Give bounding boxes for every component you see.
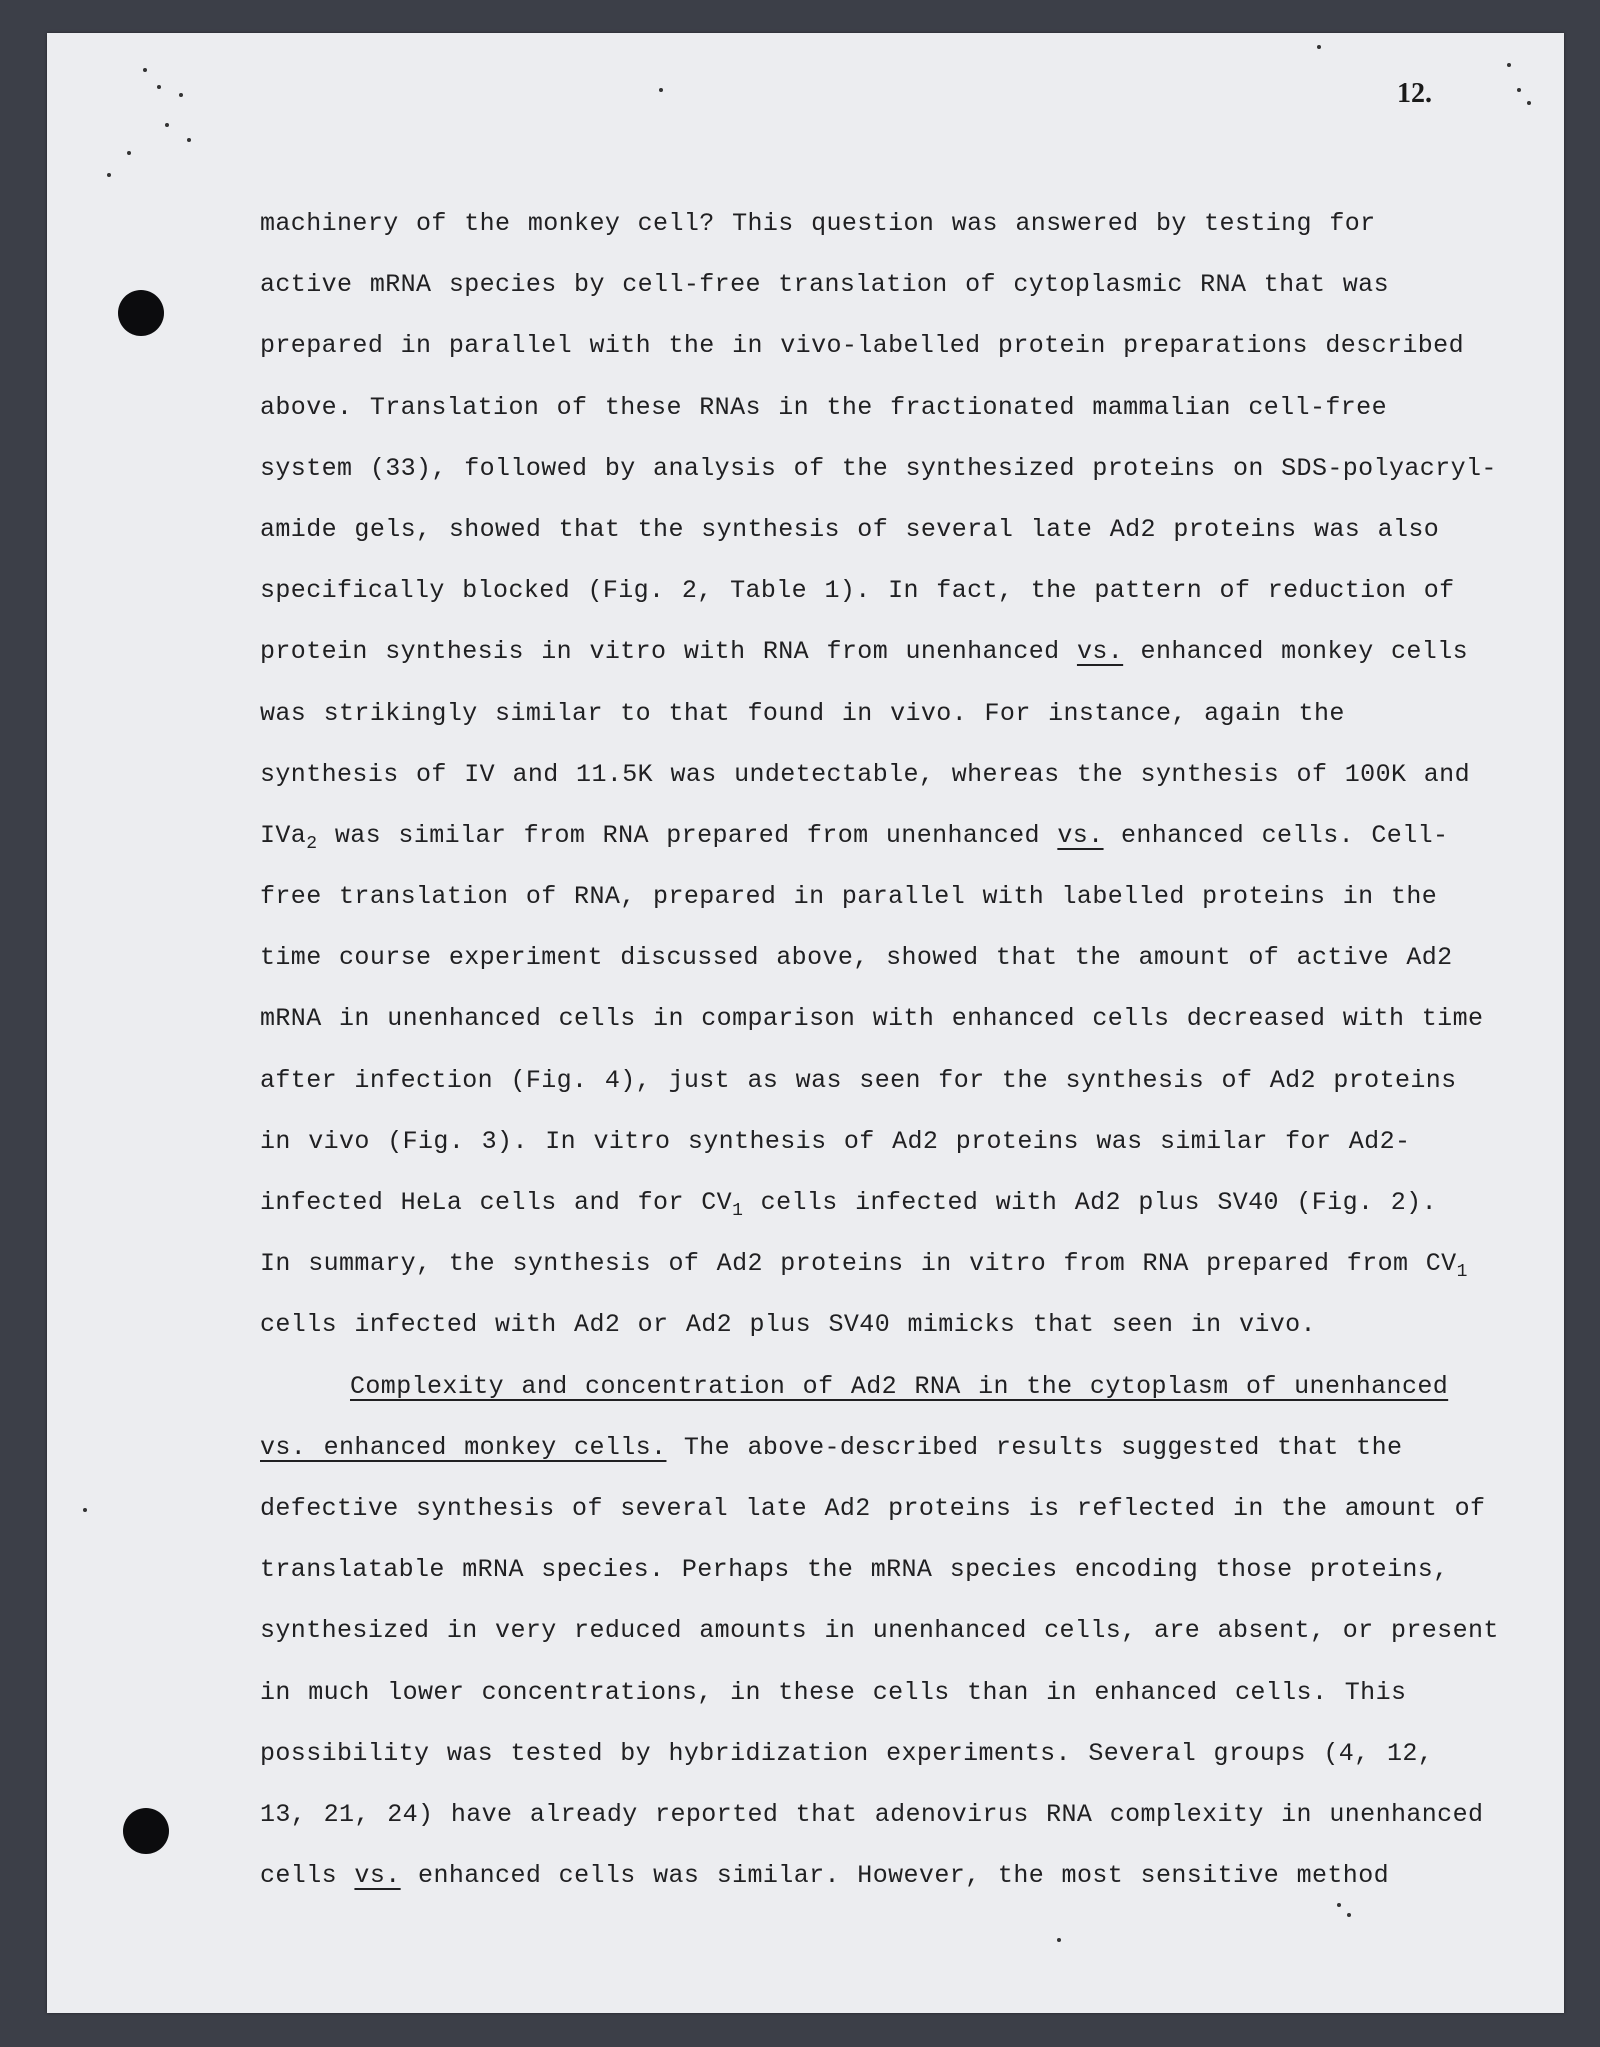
text-line: synthesis of IV and 11.5K was undetectable, whereas the synthesis of 100K and [260, 759, 1470, 789]
text-line: defective synthesis of several late Ad2 proteins is reflected in the amount of [260, 1493, 1486, 1523]
underlined-vs: vs. [1076, 637, 1124, 667]
text-span: cells infected with Ad2 plus SV40 (Fig. 2). [743, 1188, 1437, 1217]
subscript: 1 [732, 1201, 744, 1221]
speck [179, 93, 183, 97]
text-span: infected HeLa cells and for CV [260, 1188, 733, 1217]
text-line: translatable mRNA species. Perhaps the mRNA species encoding those proteins, [260, 1555, 1449, 1585]
underlined-vs: vs. [1057, 820, 1104, 850]
text-line [260, 1233, 1468, 1294]
section-heading-line [260, 1356, 1460, 1417]
text-line: synthesized in very reduced amounts in unenhanced cells, are absent, or present [260, 1616, 1499, 1646]
speck [1347, 1913, 1351, 1917]
text-line [260, 1417, 1460, 1478]
text-line: cells infected with Ad2 or Ad2 plus SV40 mimicks that seen in vivo. [260, 1310, 1316, 1340]
speck [143, 68, 147, 72]
section-heading: vs. enhanced monkey cells. [260, 1432, 667, 1462]
speck [1517, 88, 1521, 92]
speck [83, 1508, 87, 1512]
text-span: enhanced cells. Cell- [1103, 820, 1449, 850]
text-line: mRNA in unenhanced cells in comparison with enhanced cells decreased with time [260, 1004, 1484, 1034]
text-line [260, 1172, 1460, 1233]
punch-hole-top [118, 290, 164, 336]
text-line [260, 1845, 1460, 1906]
text-span: cells [260, 1861, 355, 1891]
text-span: enhanced monkey cells [1123, 637, 1469, 667]
speck [1317, 45, 1321, 49]
speck [187, 138, 191, 142]
text-line: above. Translation of these RNAs in the fractionated mammalian cell-free [260, 392, 1387, 422]
body-text [260, 193, 1499, 1906]
text-line: after infection (Fig. 4), just as was seen for the synthesis of Ad2 proteins [260, 1065, 1457, 1095]
text-line: 13, 21, 24) have already reported that adenovirus RNA complexity in unenhanced [260, 1799, 1484, 1829]
text-span: was similar from RNA prepared from unenhanced [317, 820, 1058, 850]
text-line: time course experiment discussed above, showed that the amount of active Ad2 [260, 943, 1453, 973]
page-number: 12. [1397, 78, 1432, 109]
text-line: prepared in parallel with the in vivo-labelled protein preparations described [260, 331, 1464, 361]
text-line: free translation of RNA, prepared in parallel with labelled proteins in the [260, 882, 1438, 912]
section-heading: Complexity and concentration of Ad2 RNA in the cytoplasm of unenhanced [350, 1371, 1449, 1401]
text-line: was strikingly similar to that found in vivo. For instance, again the [260, 698, 1345, 728]
underlined-vs: vs. [354, 1861, 401, 1891]
text-line: possibility was tested by hybridization experiments. Several groups (4, 12, [260, 1738, 1434, 1768]
speck [1527, 101, 1531, 105]
subscript: 2 [306, 833, 318, 854]
speck [1507, 63, 1511, 67]
document-page [47, 33, 1564, 2013]
text-line [260, 805, 1460, 866]
text-span: The above-described results suggested that the [666, 1432, 1403, 1462]
text-span: enhanced cells was similar. However, the most sensitive method [400, 1861, 1389, 1891]
speck [659, 88, 663, 92]
text-line: machinery of the monkey cell? This question was answered by testing for [260, 209, 1376, 238]
text-line: active mRNA species by cell-free translation of cytoplasmic RNA that was [260, 270, 1389, 300]
speck [157, 85, 161, 89]
punch-hole-bottom [123, 1808, 169, 1854]
text-line: specifically blocked (Fig. 2, Table 1). In fact, the pattern of reduction of [260, 576, 1455, 606]
text-line: in vivo (Fig. 3). In vitro synthesis of Ad2 proteins was similar for Ad2- [260, 1126, 1411, 1156]
speck [165, 123, 169, 127]
text-span: In summary, the synthesis of Ad2 proteins in vitro from RNA prepared from CV [260, 1249, 1457, 1279]
speck [107, 173, 111, 177]
speck [1057, 1938, 1061, 1942]
text-line: amide gels, showed that the synthesis of several late Ad2 proteins was also [260, 514, 1440, 544]
text-line: in much lower concentrations, in these cells than in enhanced cells. This [260, 1677, 1407, 1707]
speck [127, 151, 131, 155]
subscript: 1 [1456, 1262, 1468, 1283]
text-line: system (33), followed by analysis of the synthesized proteins on SDS-polyacryl- [260, 453, 1497, 483]
text-line [260, 621, 1469, 682]
text-span: protein synthesis in vitro with RNA from unenhanced [260, 637, 1077, 667]
text-span: IVa [260, 820, 307, 850]
